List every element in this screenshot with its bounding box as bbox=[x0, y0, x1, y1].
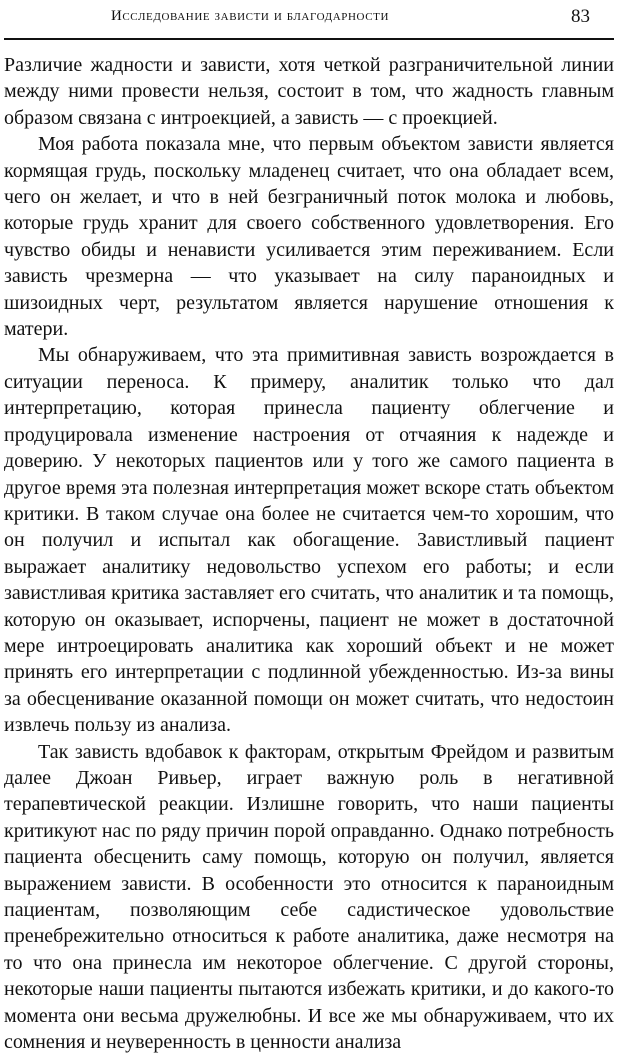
paragraph: Моя работа показала мне, что первым объектом зависти является кормящая грудь, поскольку младенец считает, что она обладает всем, чего он желает, и что в ней безграничный поток молока и любовь, которые грудь хранит для своего собственного удовлетворения. Его чувство обиды и ненависти усиливается этим переживанием. Если зависть чрезмерна — что указывает на силу параноидных и шизоидных черт, результатом является нарушение отношения к матери. bbox=[4, 133, 614, 341]
running-title: Исследование зависти и благодарности bbox=[110, 8, 390, 24]
body-text bbox=[4, 52, 614, 1055]
paragraph: Так зависть вдобавок к факторам, открытым Фрейдом и развитым далее Джоан Ривьер, играет важную роль в негативной терапевтической реакции. Излишне говорить, что наши пациенты критикуют нас по ряду причин порой оправданно. Однако потребность пациента обесценить саму помощь, которую он получил, является выражением зависти. В особенности это относится к параноидным пациентам, позволяющим себе садистическое удовольствие пренебрежительно относиться к работе аналитика, даже несмотря на то что она принесла им некоторое облегчение. С другой стороны, некоторые наши пациенты пытаются избежать критики, и до какого-то момента они весьма дружелюбны. И все же мы обнаруживаем, что их сомнения и неуверенность в ценности анализа bbox=[4, 740, 614, 1054]
paragraph: Мы обнаруживаем, что эта примитивная зависть возрождается в ситуации переноса. К примеру, аналитик только что дал интерпретацию, которая принесла пациенту облегчение и продуцировала изменение настроения от отчаяния к надежде и доверию. У некоторых пациентов или у того же самого пациента в другое время эта полезная интерпретация может вскоре стать объектом критики. В таком случае она более не считается чем-то хорошим, что он получил и испытал как обогащение. Завистливый пациент выражает аналитику недовольство успехом его работы; и если завистливая критика заставляет его считать, что аналитик и та помощь, которую он оказывает, испорчены, пациент не может в достаточной мере интроецировать аналитика как хороший объект и не может принять его интерпретации с подлинной убежденностью. Из-за вины за обесценивание оказанной помощи он может считать, что недостоин извлечь пользу из анализа. bbox=[4, 344, 614, 737]
page-number: 83 bbox=[571, 6, 590, 27]
running-head bbox=[0, 4, 620, 34]
header-rule bbox=[4, 38, 614, 40]
paragraph: Различие жадности и зависти, хотя четкой разграничительной линии между ними провести нельзя, состоит в том, что жадность главным образом связана с интроекцией, а зависть — с проекцией. bbox=[4, 54, 614, 129]
